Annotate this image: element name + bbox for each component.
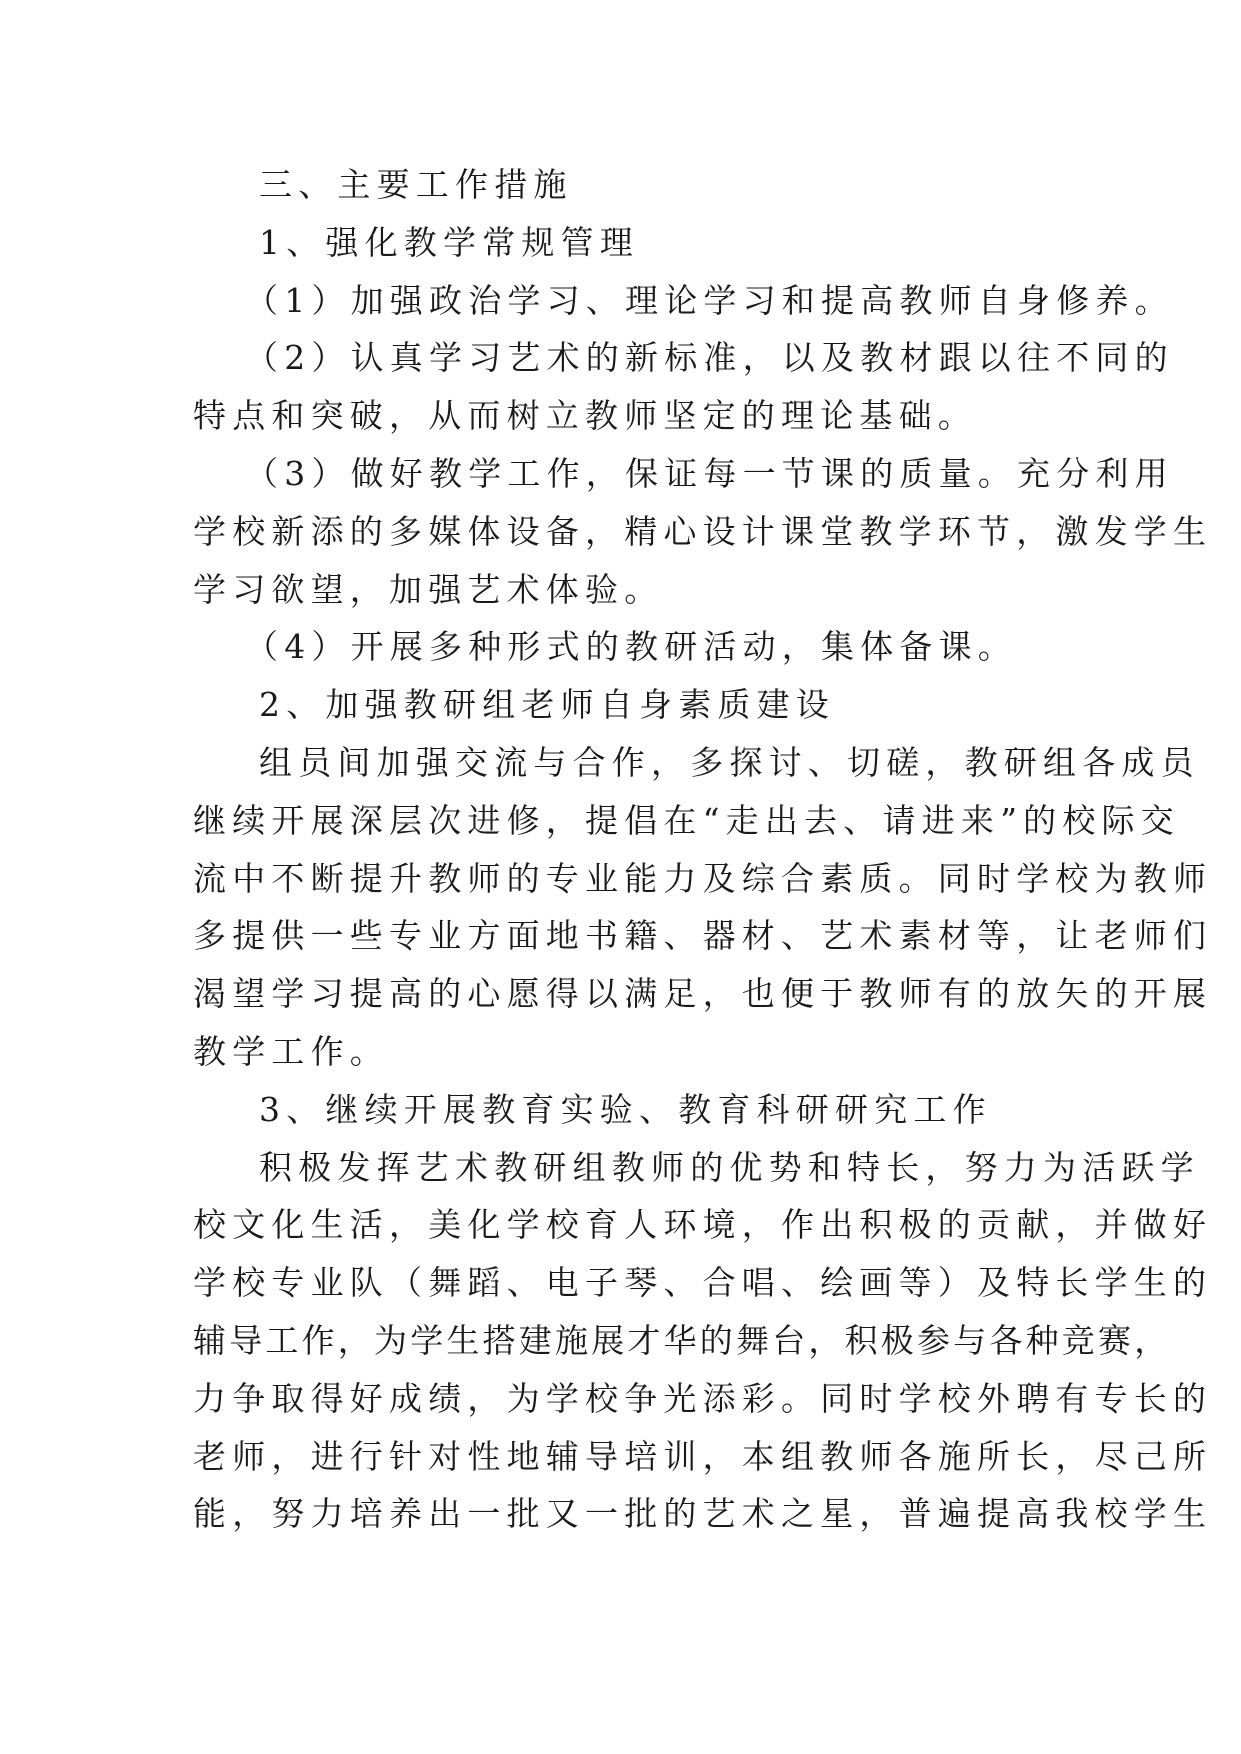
paragraph-line: 多提供一些专业方面地书籍、器材、艺术素材等，让老师们 (193, 916, 1213, 956)
paragraph-line: 力争取得好成绩，为学校争光添彩。同时学校外聘有专长的 (193, 1378, 1213, 1418)
paragraph-line: 教学工作。 (193, 1031, 389, 1071)
paragraph-line: 老师，进行针对性地辅导培训，本组教师各施所长，尽己所 (193, 1436, 1213, 1476)
document-body (193, 156, 1213, 1543)
paragraph-line: 特点和突破，从而树立教师坚定的理论基础。 (193, 396, 977, 436)
section-heading: 三、主要工作措施 (259, 165, 573, 204)
paragraph-line: 能，努力培养出一批又一批的艺术之星，普遍提高我校学生 (193, 1494, 1213, 1534)
paragraph-line: 继续开展深层次进修，提倡在“走出去、请进来”的校际交 (193, 800, 1180, 840)
paragraph-line: 学校新添的多媒体设备，精心设计课堂教学环节，激发学生 (193, 511, 1213, 551)
subsection-heading: 1、强化教学常规管理 (259, 222, 639, 262)
subsection-heading: 2、加强教研组老师自身素质建设 (259, 685, 835, 725)
paragraph-line: 组员间加强交流与合作，多探讨、切磋，教研组各成员 (259, 742, 1200, 782)
paragraph-line: 积极发挥艺术教研组教师的优势和特长，努力为活跃学 (259, 1147, 1200, 1187)
subsection-heading: 3、继续开展教育实验、教育科研研究工作 (259, 1089, 992, 1129)
paragraph-line: 学习欲望，加强艺术体验。 (193, 569, 664, 609)
paragraph-line: 流中不断提升教师的专业能力及综合素质。同时学校为教师 (193, 858, 1213, 898)
paragraph-line: （4）开展多种形式的教研活动，集体备课。 (245, 627, 1017, 667)
paragraph-line: 学校专业队（舞蹈、电子琴、合唱、绘画等）及特长学生的 (193, 1263, 1213, 1303)
paragraph-line: 辅导工作，为学生搭建施展才华的舞台，积极参与各种竞赛， (193, 1320, 1171, 1360)
paragraph-line: 校文化生活，美化学校育人环境，作出积极的贡献，并做好 (193, 1205, 1213, 1245)
paragraph-line: （2）认真学习艺术的新标准，以及教材跟以往不同的 (245, 338, 1174, 378)
paragraph-line: （1）加强政治学习、理论学习和提高教师自身修养。 (245, 280, 1174, 320)
paragraph-line: （3）做好教学工作，保证每一节课的质量。充分利用 (245, 453, 1174, 493)
paragraph-line: 渴望学习提高的心愿得以满足，也便于教师有的放矢的开展 (193, 974, 1213, 1014)
